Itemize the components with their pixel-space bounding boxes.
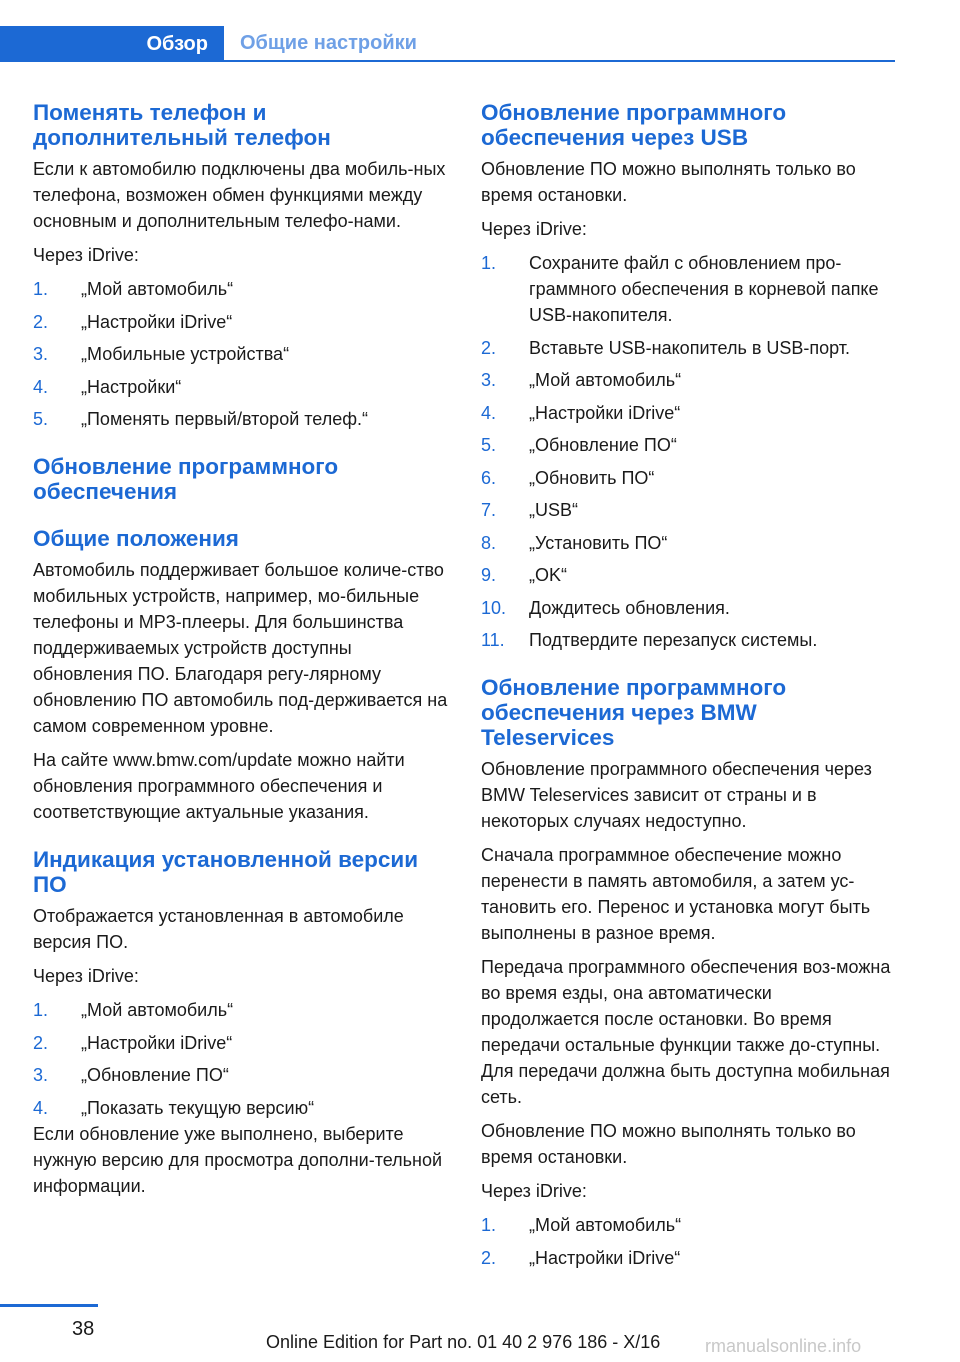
step-text: „Настройки iDrive“ [81, 311, 233, 332]
list-item [33, 1030, 451, 1056]
steps-usb-update [481, 250, 893, 653]
step-text: „Настройки iDrive“ [529, 402, 681, 423]
step-number: 1. [481, 1215, 497, 1235]
step-text: „Мой автомобиль“ [529, 370, 682, 390]
step-text: „Мобильные устройства“ [81, 344, 290, 364]
step-number: 4. [481, 402, 497, 423]
step-number: 9. [481, 565, 497, 585]
list-item [33, 309, 451, 335]
section-title-swap-phone: Поменять телефон и дополнительный телефон [33, 100, 331, 150]
step-text: Дождитесь обновления. [529, 597, 730, 618]
edition-text: Online Edition for Part no. 01 40 2 976 186 - X/16 [266, 1332, 661, 1352]
section-title-teleservices-update: Обновление программного обеспечения через BMW Teleservices [481, 675, 787, 750]
step-text: „Мой автомобиль“ [529, 1215, 682, 1235]
paragraph: Через iDrive: [33, 966, 139, 986]
header-bar [0, 26, 895, 62]
step-text: „Обновление ПО“ [529, 435, 677, 455]
list-item [481, 400, 893, 426]
left-column [33, 100, 451, 1207]
step-number: 2. [481, 1247, 497, 1268]
section-title-usb-update: Обновление программного обеспечения через USB [481, 100, 787, 150]
step-text: Сохраните файл с обновлением про-граммного обеспечения в корневой папке USB-накопителя. [529, 253, 879, 325]
right-column [481, 100, 893, 1277]
step-text: „Обновить ПО“ [529, 467, 655, 488]
list-item [481, 1245, 893, 1271]
paragraph: Обновление программного обеспечения через BMW Teleservices зависит от страны и в некоторых случаях недоступно. [481, 759, 872, 831]
list-item [33, 374, 451, 400]
step-text: „Настройки“ [81, 376, 182, 397]
list-item [481, 562, 893, 588]
paragraph: Передача программного обеспечения воз-можна во время езды, она автоматически продолжается после остановки. Во время передачи остальные функции также до-ступны. Для передачи должна быть доступна мобильная сеть. [481, 957, 891, 1107]
paragraph: Через iDrive: [481, 1181, 587, 1201]
step-number: 1. [481, 253, 497, 273]
list-item [481, 335, 893, 361]
steps-version-display [33, 997, 451, 1121]
step-number: 8. [481, 532, 497, 553]
paragraph: Через iDrive: [33, 245, 139, 265]
step-text: „Мой автомобиль“ [81, 279, 234, 299]
step-number: 10. [481, 597, 507, 618]
step-number: 1. [33, 1000, 49, 1020]
step-number: 2. [481, 337, 497, 358]
list-item [33, 1062, 451, 1088]
list-item [481, 250, 893, 328]
section-title-version-display: Индикация установленной версии ПО [33, 847, 419, 897]
step-number: 1. [33, 279, 49, 299]
section-title-general: Общие положения [33, 526, 239, 551]
paragraph: Через iDrive: [481, 219, 587, 239]
list-item [33, 276, 451, 302]
step-number: 2. [33, 1032, 49, 1053]
paragraph: Обновление ПО можно выполнять только во время остановки. [481, 1121, 856, 1167]
step-number: 6. [481, 467, 497, 488]
step-number: 3. [481, 370, 497, 390]
steps-teleservices-update [481, 1212, 893, 1271]
step-number: 5. [33, 409, 49, 429]
list-item [33, 406, 451, 432]
paragraph: Сначала программное обеспечение можно перенести в память автомобиля, а затем ус-тановить его. Перенос и установка могут быть выполнены в разное время. [481, 845, 871, 943]
section-title-software-update: Обновление программного обеспечения [33, 454, 339, 504]
list-item [481, 595, 893, 621]
tab-general-settings[interactable]: Общие настройки [240, 31, 417, 54]
list-item [481, 530, 893, 556]
tab-overview[interactable]: Обзор [0, 26, 224, 62]
list-item [481, 465, 893, 491]
list-item [481, 367, 893, 393]
paragraph: Отображается установленная в автомобиле версия ПО. [33, 906, 404, 952]
steps-swap-phone [33, 276, 451, 432]
step-text: „OK“ [529, 565, 567, 585]
step-text: Вставьте USB-накопитель в USB-порт. [529, 337, 851, 358]
list-item [481, 432, 893, 458]
step-number: 11. [481, 630, 505, 650]
list-item [33, 997, 451, 1023]
step-text: „Настройки iDrive“ [529, 1247, 681, 1268]
step-text: „Настройки iDrive“ [81, 1032, 233, 1053]
paragraph: Если обновление уже выполнено, выберите нужную версию для просмотра дополни-тельной информации. [33, 1123, 443, 1196]
step-number: 7. [481, 500, 497, 520]
step-text: „Обновление ПО“ [81, 1065, 229, 1085]
watermark: rmanualsonline.info [705, 1336, 862, 1356]
step-number: 3. [33, 1065, 49, 1085]
step-text: „Установить ПО“ [529, 532, 668, 553]
step-number: 3. [33, 344, 49, 364]
step-text: Подтвердите перезапуск системы. [529, 630, 818, 650]
footer-accent-line [0, 1304, 98, 1307]
step-text: „Показать текущую версию“ [81, 1097, 315, 1118]
paragraph: Автомобиль поддерживает большое количе-ство мобильных устройств, например, мо-бильные телефоны и MP3-плееры. Для большинства поддерживаемых устройств доступны обновления ПО. Благодаря регу-лярному обновлению ПО автомобиль под-держивается на самом современном уровне. [33, 560, 448, 736]
paragraph: Обновление ПО можно выполнять только во время остановки. [481, 159, 856, 205]
step-number: 5. [481, 435, 497, 455]
paragraph: На сайте www.bmw.com/update можно найти обновления программного обеспечения и соответствующие актуальные указания. [33, 750, 405, 822]
page-number: 38 [72, 1318, 95, 1340]
step-text: „Поменять первый/второй телеф.“ [81, 409, 369, 429]
step-text: „USB“ [529, 500, 578, 520]
step-text: „Мой автомобиль“ [81, 1000, 234, 1020]
header-divider [224, 60, 895, 62]
step-number: 4. [33, 376, 49, 397]
paragraph: Если к автомобилю подключены два мобиль-ных телефона, возможен обмен функциями между основным и дополнительным телефо-нами. [33, 159, 446, 231]
list-item [481, 497, 893, 523]
list-item [481, 1212, 893, 1238]
step-number: 2. [33, 311, 49, 332]
list-item [481, 627, 893, 653]
step-number: 4. [33, 1097, 49, 1118]
list-item [33, 341, 451, 367]
list-item [33, 1095, 451, 1121]
